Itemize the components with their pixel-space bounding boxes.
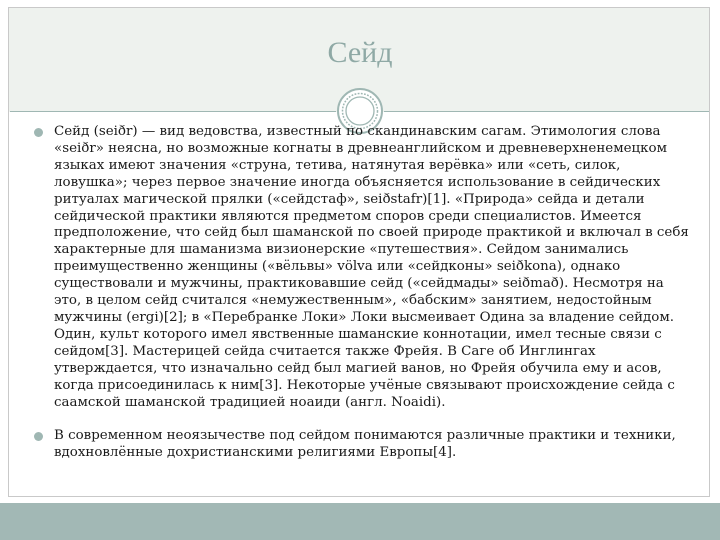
slide-body (34, 124, 690, 462)
bullet-text: Сейд (seiðr) — вид ведовства, известный по скандинавским сагам. Этимология слова «seiðr» неясна, но возможные когнаты в древнеанглийском и древневерхненемецком языках имеют значения «струна, тетива, натянутая верёвка» или «сеть, силок, ловушка»; через первое значение иногда объясняется использование в сейдических ритуалах магической прялки («сейдстаф», seiðstafr)[1]. «Природа» сейда и детали сейдической практики являются предметом споров среди специалистов. Имеется предположение, что сейд был шаманской по своей природе практикой и включал в себя характерные для шаманизма визионерские «путешествия». Сейдом занимались преимущественно женщины («вёльвы» völva или «сейдконы» seiðkona), однако существовали и мужчины, практиковавшие сейд («сейдмады» seiðmað). Несмотря на это, в целом сейд считался «немужественным», «бабским» занятием, недостойным мужчины (ergi)[2]; в «Перебранке Локи» Локи высмеивает Одина за владение сейдом. Один, культ которого имел явственные шаманские коннотации, имел тесные связи с сейдом[3]. Мастерицей сейда считается также Фрейя. В Саге об Инглингах утверждается, что изначально сейд был магией ванов, но Фрейя обучила ему и асов, когда присоединилась к ним[3]. Некоторые учёные связывают происхождение сейда с саамской шаманской традицией ноаиди (англ. Noaidi). (54, 124, 689, 410)
title-rule-right (384, 111, 709, 112)
slide-title: Сейд (327, 36, 393, 69)
bullet-text: В современном неоязычестве под сейдом понимаются различные практики и техники, вдохновлённые дохристианскими религиями Европы[4]. (54, 428, 676, 461)
bullet-icon (34, 128, 43, 137)
bullet-item (34, 428, 690, 462)
bullet-item (34, 124, 690, 411)
bullet-icon (34, 432, 43, 441)
title-rule-left (10, 111, 336, 112)
bottom-band (0, 503, 720, 540)
